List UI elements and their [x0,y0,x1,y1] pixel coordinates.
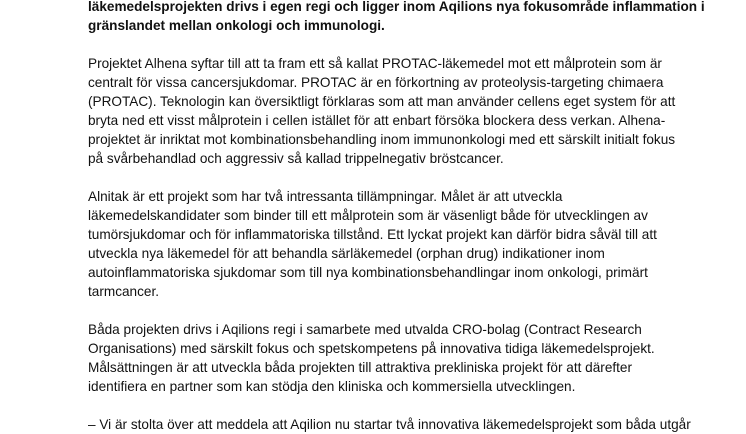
text-line: Alnitak är ett projekt som har två intressanta tillämpningar. Målet är att utveckla [88,189,563,204]
text-line: bryta ned ett visst målprotein i cellen istället för att enbart försöka blockera dess verkan. Alhena- [88,113,666,128]
text-line: – Vi är stolta över att meddela att Aqilion nu startar två innovativa läkemedelsprojekt som båda utgår [88,417,691,432]
text-line: centralt för vissa cancersjukdomar. PROTAC är en förkortning av proteolysis-targeting chimaera [88,75,664,90]
document-page [88,0,705,434]
text-line: läkemedelsprojekten drivs i egen regi och ligger inom Aqilions nya fokusområde inflammation i [88,0,705,14]
paragraph-spacer [88,35,688,54]
text-line: tumörsjukdomar och för inflammatoriska tillstånd. Ett lyckat projekt kan därför bidra såväl till att [88,227,657,242]
text-line: gränslandet mellan onkologi och immunologi. [88,18,385,33]
text-line: tarmcancer. [88,284,160,299]
collaboration-paragraph [88,320,688,396]
paragraph-spacer [88,396,688,415]
text-line: Organisations) med särskilt fokus och spetskompetens på innovativa tidiga läkemedelsprojekt. [88,341,655,356]
text-line: projektet är inriktat mot kombinationsbehandling inom immunonkologi med ett särskilt initialt fokus [88,132,676,147]
text-line: utveckla nya läkemedel för att behandla särläkemedel (orphan drug) indikationer inom [88,246,605,261]
paragraph-spacer [88,168,688,187]
alnitak-paragraph [88,187,688,301]
text-line: Båda projekten drivs i Aqilions regi i samarbete med utvalda CRO-bolag (Contract Research [88,322,642,337]
text-line: identifiera en partner som kan stödja den kliniska och kommersiella utvecklingen. [88,379,576,394]
paragraph-spacer [88,301,688,320]
text-line: (PROTAC). Teknologin kan översiktligt förklaras som att man använder cellens eget system för att [88,94,676,109]
intro-paragraph [88,0,705,35]
alhena-paragraph [88,54,688,168]
text-line: autoinflammatoriska sjukdomar som till nya kombinationsbehandlingar inom onkologi, primärt [88,265,648,280]
text-line: läkemedelskandidater som binder till ett målprotein som är väsenligt både för utvecklingen av [88,208,648,223]
text-line: Projektet Alhena syftar till att ta fram ett så kallat PROTAC-läkemedel mot ett målprotein som är [88,56,662,71]
text-line: på svårbehandlad och aggressiv så kallad trippelnegativ bröstcancer. [88,151,504,166]
text-line: Målsättningen är att utveckla båda projekten till attraktiva prekliniska projekt för att därefter [88,360,633,375]
quote-paragraph [88,415,691,434]
